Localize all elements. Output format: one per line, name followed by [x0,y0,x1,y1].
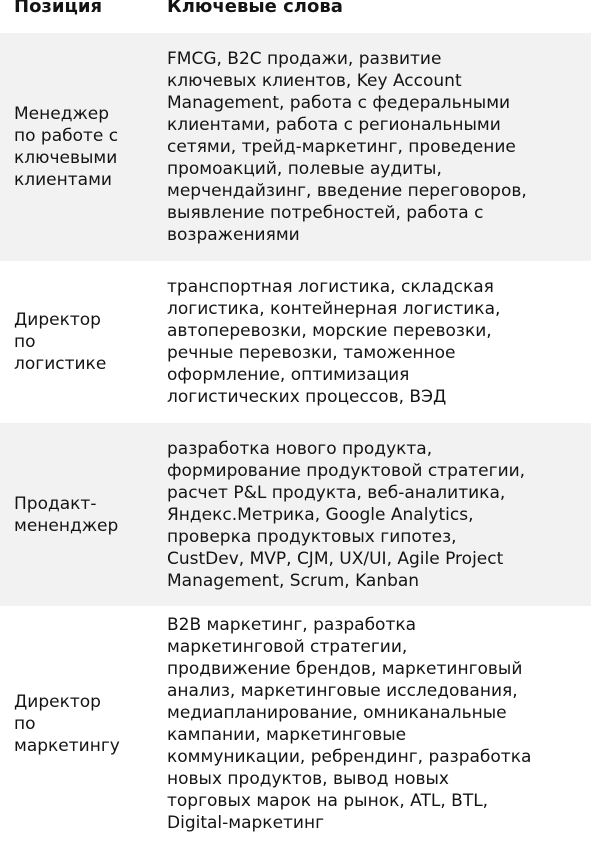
keywords-cell: B2B маркетинг, разработка маркетинговой стратегии, продвижение брендов, маркетинговый анализ, маркетинговые исследования, медиапланирование, омниканальные кампании, маркетинговые коммуникации, ребрендинг, разработка новых продуктов, вывод новых торговых марок на рынок, ATL, BTL, Digital-маркетинг [167,615,532,833]
keywords-cell: FMCG, B2C продажи, развитие ключевых клиентов, Key Account Management, работа с федеральными клиентами, работа с региональными сетями, трейд-маркетинг, проведение промоакций, полевые аудиты, мерчендайзинг, введение переговоров, выявление потребностей, работа с возражениями [167,49,527,245]
table-row [0,261,591,423]
position-cell: Директор по маркетингу [14,692,120,756]
table-header [0,0,591,33]
position-cell: Продакт- мененджер [14,493,119,536]
table-row [0,33,591,261]
header-keywords: Ключевые слова [167,0,343,17]
table-row [0,606,591,842]
keywords-cell: транспортная логистика, складская логистика, контейнерная логистика, автоперевозки, морские перевозки, речные перевозки, таможенное оформление, оптимизация логистических процессов, ВЭД [167,277,501,407]
keywords-cell: разработка нового продукта, формирование продуктовой стратегии, расчет P&L продукта, веб-аналитика, Яндекс.Метрика, Google Analytics, проверка продуктовых гипотез, CustDev, MVP, CJM, UX/UI, Agile Project Management, Scrum, Kanban [167,438,526,591]
position-cell: Менеджер по работе с ключевыми клиентами [14,104,119,190]
header-position: Позиция [14,0,103,17]
table-row [0,423,591,606]
position-cell: Директор по логистике [14,310,107,374]
